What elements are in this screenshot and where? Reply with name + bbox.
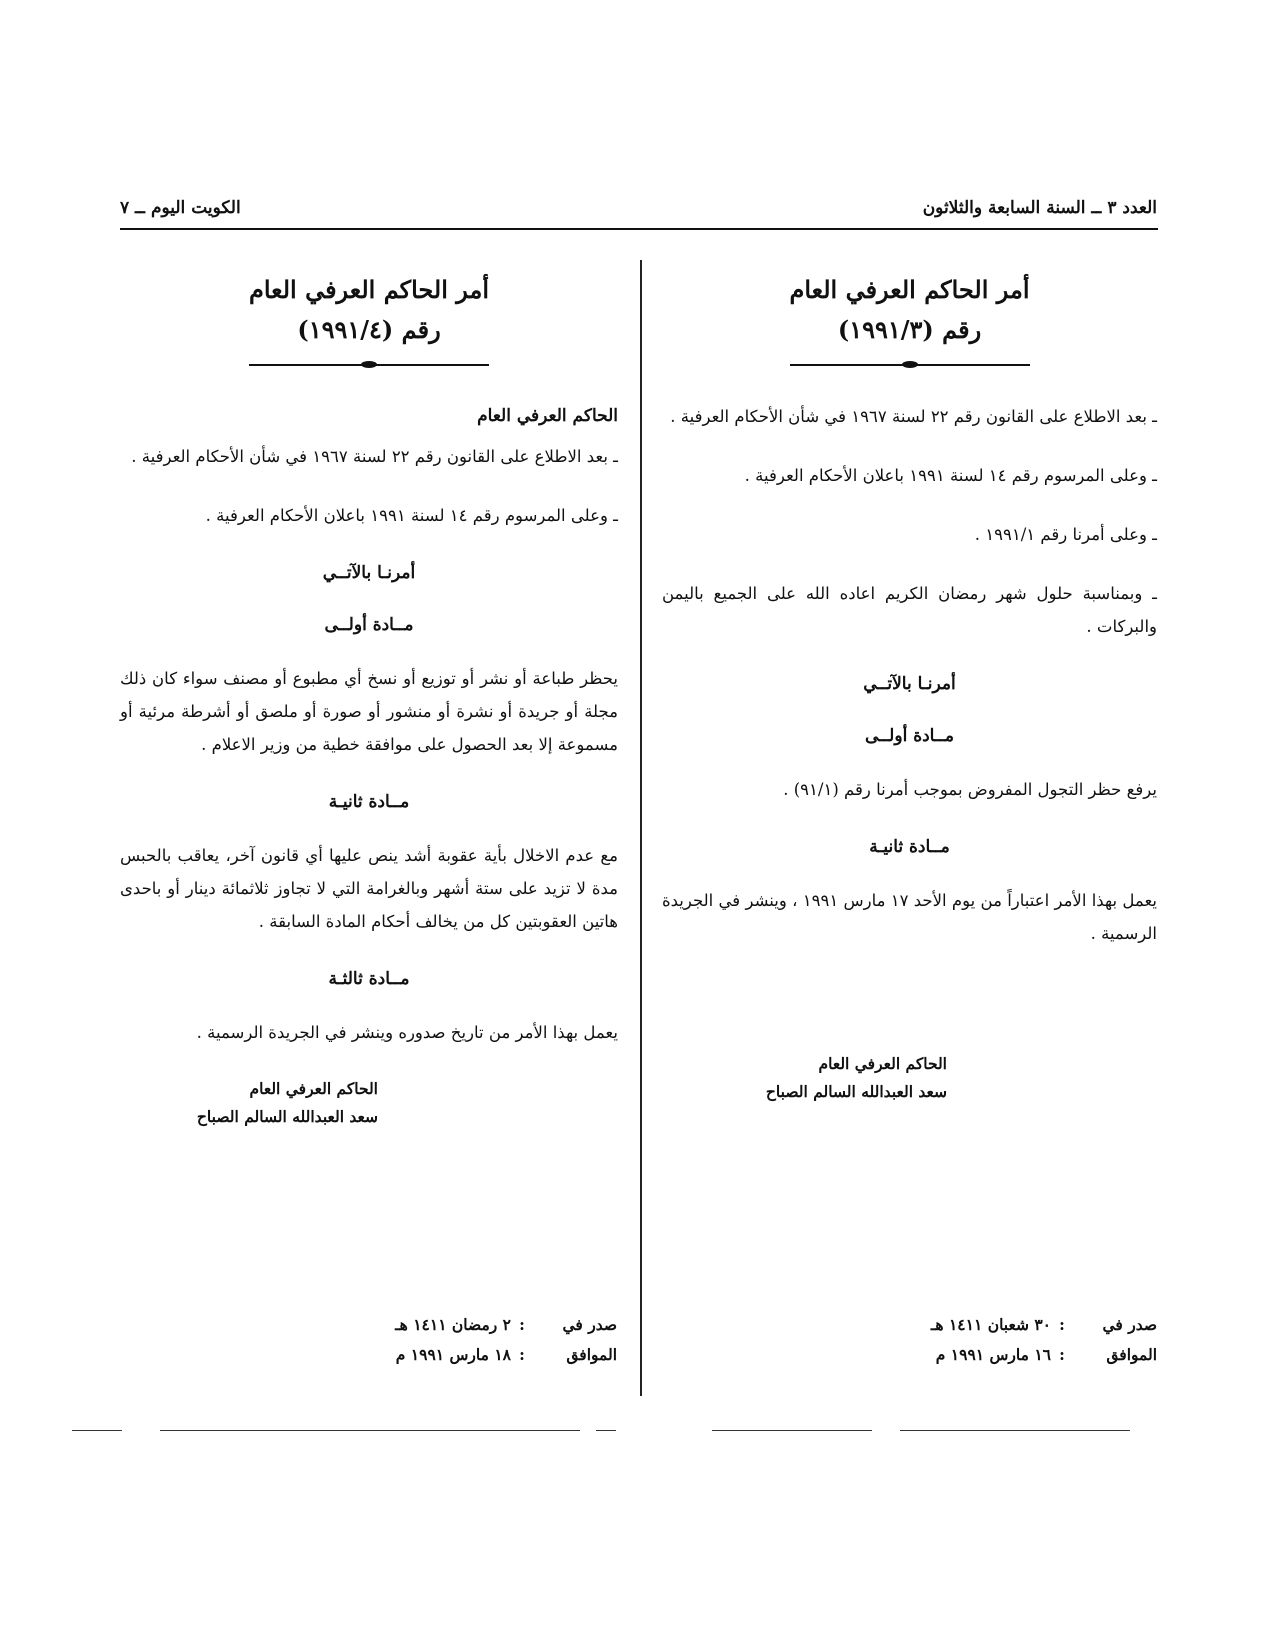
preamble-item: ـ بعد الاطلاع على القانون رقم ٢٢ لسنة ١٩٦٧ في شأن الأحكام العرفية . <box>131 447 618 466</box>
separator: : <box>1059 1315 1065 1334</box>
footer-rule <box>596 1430 616 1431</box>
page-header: الكويت اليوم ــ ٧ <box>120 198 241 218</box>
order-4-column <box>120 270 618 1131</box>
ornament-divider <box>249 364 489 366</box>
signature-block <box>662 1050 947 1106</box>
separator: : <box>519 1345 525 1364</box>
order-phrase: أمرنـا بالآتــي <box>863 674 956 694</box>
order-3-issue-dates <box>931 1310 1157 1370</box>
article-2-title: مــادة ثانيـة <box>328 792 410 812</box>
issued-label: صدر في <box>1102 1315 1157 1334</box>
corresponding-date: ١٦ مارس ١٩٩١ م <box>935 1345 1051 1364</box>
footer-rule <box>900 1430 1130 1431</box>
signer-title: الحاكم العرفي العام <box>249 1079 378 1098</box>
signer-name: سعد العبدالله السالم الصباح <box>765 1082 947 1101</box>
article-3-title: مــادة ثالثـة <box>328 969 410 989</box>
issued-date: ٢ رمضان ١٤١١ هـ <box>395 1315 511 1334</box>
article-2-text: مع عدم الاخلال بأية عقوبة أشد ينص عليها أي قانون آخر، يعاقب بالحبس مدة لا تزيد على ستة أشهر وبالغرامة التي لا تجاوز ثلاثمائة دينار أو باحدى هاتين العقوبتين كل من يخالف أحكام المادة السابقة . <box>120 846 618 931</box>
preamble-item: ـ بعد الاطلاع على القانون رقم ٢٢ لسنة ١٩٦٧ في شأن الأحكام العرفية . <box>670 407 1157 426</box>
order-3-number: رقم (١٩٩١/٣) <box>837 315 982 344</box>
preamble-item: ـ وعلى أمرنا رقم ١٩٩١/١ . <box>974 525 1157 544</box>
issuer-heading: الحاكم العرفي العام <box>477 406 618 426</box>
column-divider <box>640 260 642 1396</box>
preamble-item: ـ وبمناسبة حلول شهر رمضان الكريم اعاده الله على الجميع باليمن والبركات . <box>662 584 1157 636</box>
article-1-title: مــادة أولــى <box>324 615 414 635</box>
footer-rule <box>712 1430 872 1431</box>
footer-rule <box>160 1430 580 1431</box>
separator: : <box>1059 1345 1065 1364</box>
order-3-column <box>662 270 1157 1106</box>
signature-block <box>120 1075 378 1131</box>
order-phrase: أمرنـا بالآتــي <box>322 563 416 583</box>
article-2-text: يعمل بهذا الأمر اعتباراً من يوم الأحد ١٧ مارس ١٩٩١ ، وينشر في الجريدة الرسمية . <box>662 891 1158 943</box>
order-4-title: أمر الحاكم العرفي العام <box>248 275 490 304</box>
issued-date: ٣٠ شعبان ١٤١١ هـ <box>930 1315 1051 1334</box>
footer-rule <box>72 1430 122 1431</box>
article-3-text: يعمل بهذا الأمر من تاريخ صدوره وينشر في الجريدة الرسمية . <box>196 1023 618 1042</box>
article-1-text: يرفع حظر التجول المفروض بموجب أمرنا رقم (٩١/١) . <box>783 780 1157 799</box>
signer-name: سعد العبدالله السالم الصباح <box>196 1107 378 1126</box>
separator: : <box>519 1315 525 1334</box>
order-4-issue-dates <box>395 1310 617 1370</box>
header-rule <box>120 228 1158 230</box>
corresponding-label: الموافق <box>566 1345 617 1364</box>
article-1-title: مــادة أولــى <box>865 726 954 746</box>
order-3-title: أمر الحاكم العرفي العام <box>789 275 1030 304</box>
signer-title: الحاكم العرفي العام <box>818 1054 947 1073</box>
article-1-text: يحظر طباعة أو نشر أو توزيع أو نسخ أي مطبوع أو مصنف سواء كان ذلك مجلة أو جريدة أو نشرة أو منشور أو صورة أو ملصق أو أشرطة مرئية أو مسموعة إلا بعد الحصول على موافقة خطية من وزير الاعلام . <box>120 669 618 754</box>
preamble-item: ـ وعلى المرسوم رقم ١٤ لسنة ١٩٩١ باعلان الأحكام العرفية . <box>205 506 618 525</box>
preamble-item: ـ وعلى المرسوم رقم ١٤ لسنة ١٩٩١ باعلان الأحكام العرفية . <box>744 466 1157 485</box>
article-2-title: مــادة ثانيـة <box>869 837 950 857</box>
issued-label: صدر في <box>562 1315 617 1334</box>
order-4-number: رقم (١٩٩١/٤) <box>297 315 441 344</box>
ornament-divider <box>790 364 1030 366</box>
corresponding-date: ١٨ مارس ١٩٩١ م <box>395 1345 511 1364</box>
issue-header: العدد ٣ ــ السنة السابعة والثلاثون <box>922 198 1157 218</box>
corresponding-label: الموافق <box>1106 1345 1157 1364</box>
